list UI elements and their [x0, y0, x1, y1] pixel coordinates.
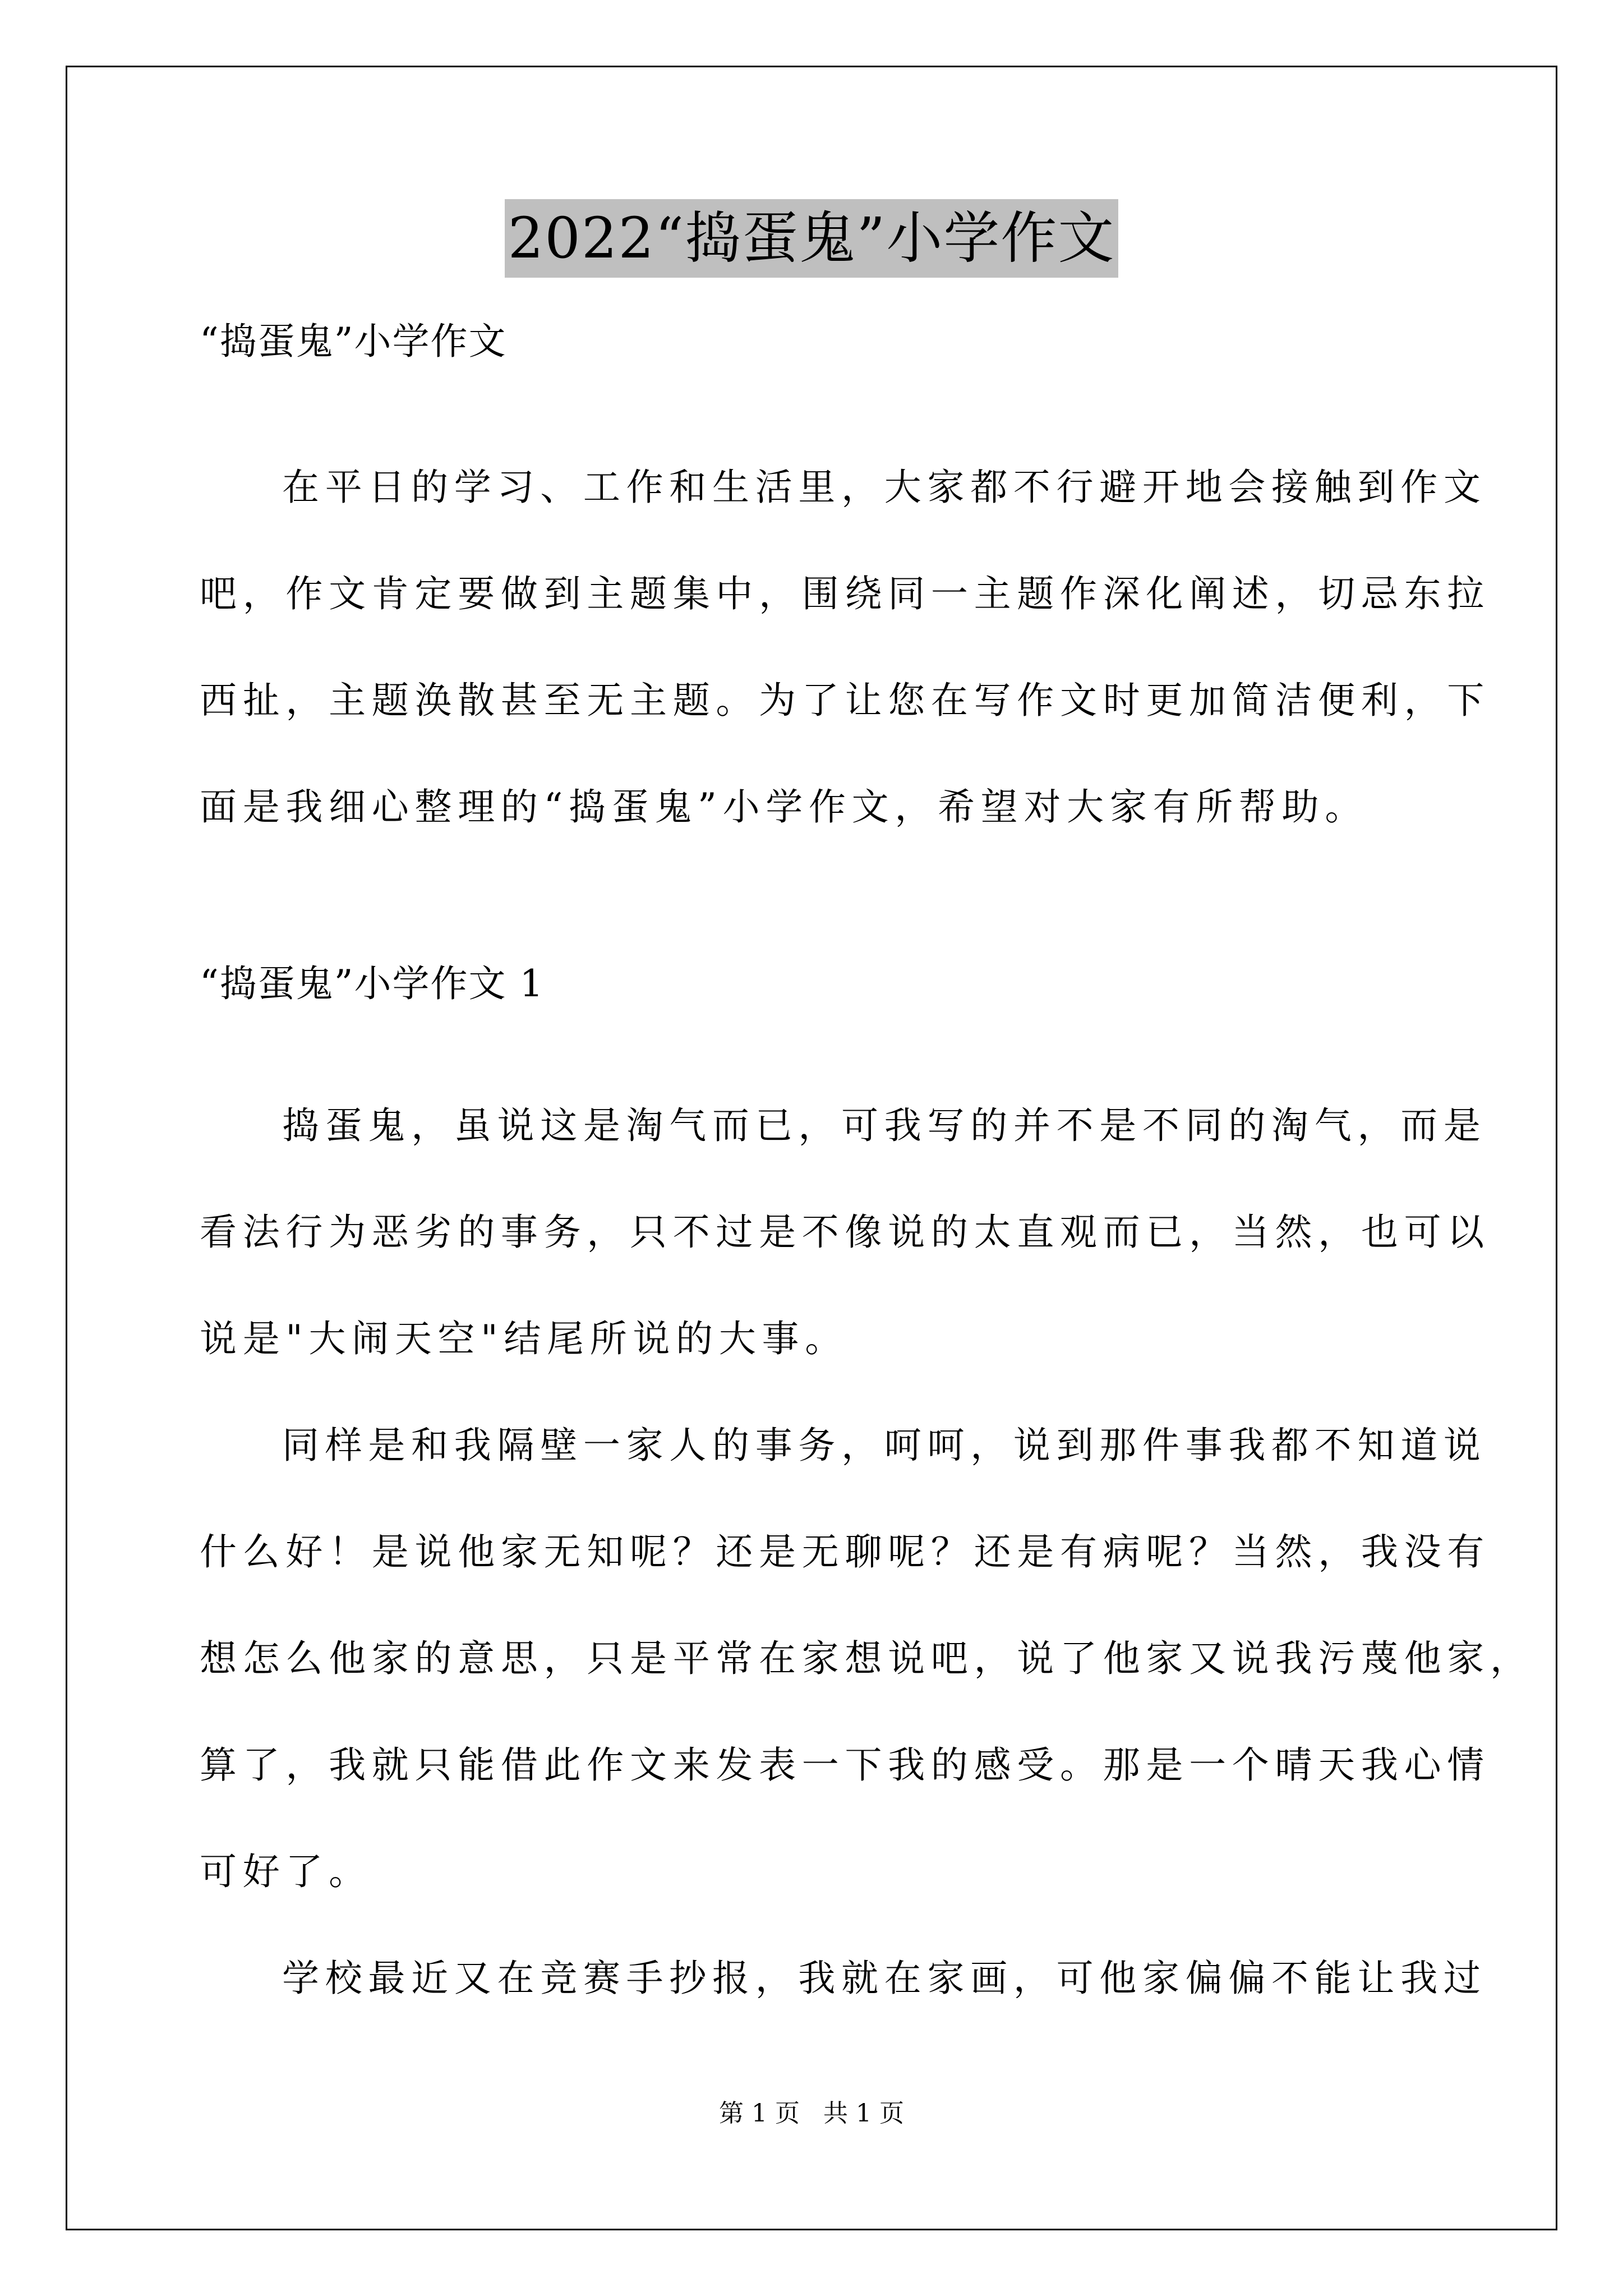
subtitle: “捣蛋鬼”小学作文	[200, 320, 507, 363]
page-number-footer: 第 1 页 共 1 页	[719, 2099, 904, 2128]
body-line: 什么好！是说他家无知呢？还是无聊呢？还是有病呢？当然，我没有	[200, 1530, 1490, 1573]
document-title	[0, 199, 1623, 278]
intro-line: 面是我细心整理的“捣蛋鬼”小学作文，希望对大家有所帮助。	[200, 785, 1368, 829]
body-line: 说是"大闹天空"结尾所说的大事。	[200, 1317, 848, 1360]
intro-line: 在平日的学习、工作和生活里，大家都不行避开地会接触到作文	[282, 466, 1487, 509]
body-line: 想怎么他家的意思，只是平常在家想说吧，说了他家又说我污蔑他家，	[200, 1637, 1533, 1680]
intro-line: 吧，作文肯定要做到主题集中，围绕同一主题作深化阐述，切忌东拉	[200, 572, 1490, 615]
body-line: 同样是和我隔壁一家人的事务，呵呵，说到那件事我都不知道说	[282, 1424, 1487, 1467]
intro-line: 西扯，主题涣散甚至无主题。为了让您在写作文时更加简洁便利，下	[200, 679, 1490, 722]
body-line: 可好了。	[200, 1850, 372, 1893]
body-line: 捣蛋鬼，虽说这是淘气而已，可我写的并不是不同的淘气，而是	[282, 1104, 1487, 1147]
body-line: 算了，我就只能借此作文来发表一下我的感受。那是一个晴天我心情	[200, 1743, 1490, 1787]
body-line: 学校最近又在竞赛手抄报，我就在家画，可他家偏偏不能让我过	[282, 1957, 1487, 2000]
body-line: 看法行为恶劣的事务，只不过是不像说的太直观而已，当然，也可以	[200, 1211, 1490, 1254]
section-heading: “捣蛋鬼”小学作文 1	[200, 962, 545, 1005]
document-title-text: 2022“捣蛋鬼”小学作文	[505, 199, 1119, 278]
